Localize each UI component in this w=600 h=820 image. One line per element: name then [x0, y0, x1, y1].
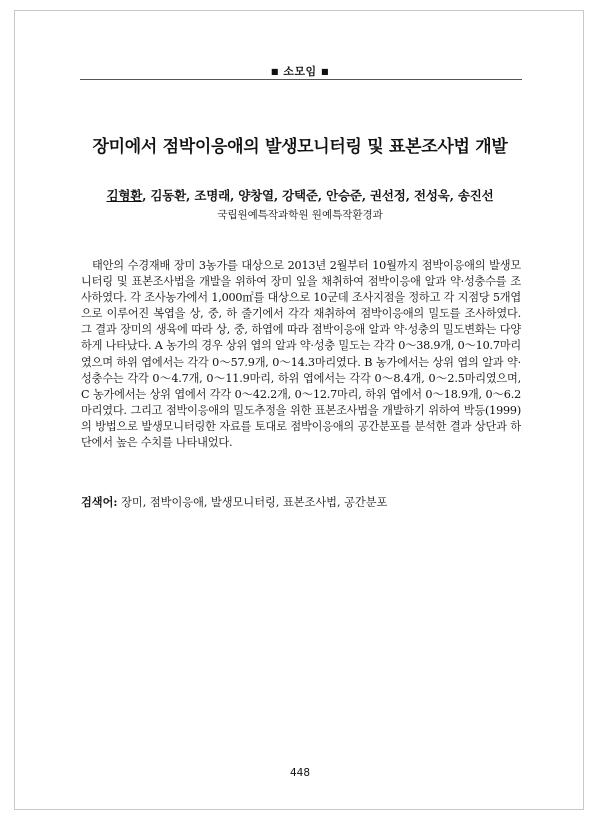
keywords-values: 장미, 점박이응애, 발생모니터링, 표본조사법, 공간분포 [121, 496, 388, 509]
section-label: 소모임 [283, 65, 317, 78]
keywords-label: 검색어: [81, 495, 118, 509]
co-authors: , 김동환, 조명래, 양창열, 강택준, 안승준, 권선정, 전성욱, 송진선 [142, 188, 494, 203]
square-marker-left: ■ [270, 67, 279, 76]
keywords-line [81, 494, 521, 510]
section-header [0, 63, 600, 79]
affiliation: 국립원예특작과학원 원예특작환경과 [217, 209, 383, 221]
header-divider [80, 79, 522, 80]
page-number: 448 [289, 767, 311, 779]
paper-title: 장미에서 점박이응애의 발생모니터링 및 표본조사법 개발 [92, 137, 508, 157]
square-marker-right: ■ [321, 67, 330, 76]
author-list [0, 186, 600, 204]
lead-author: 김형환 [106, 188, 143, 203]
abstract-body: 태안의 수경재배 장미 3농가를 대상으로 2013년 2월부터 10월까지 점박이응애의 발생모니터링 및 표본조사법을 개발을 위하여 장미 잎을 채취하여 점박이응애 알과 약·성충수를 조사하였다. 각 조사농가에서 1,000㎡를 대상으로 10군데 조사지점을 정하고 각 지점당 5개엽으로 이루어진 복엽을 상, 중, 하 줄기에서 각각 채취하여 점박이응애의 밀도를 조사하였다. 그 결과 장미의 생육에 따라 상, 중, 하엽에 따라 점박이응애 알과 약·성충의 밀도변화는 다양하게 나타났다. A 농가의 경우 상위 엽의 알과 약·성충 밀도는 각각 0～38.9개, 0～10.7마리였으며 하위 엽에서는 각각 0～57.9개, 0～14.3마리였다. B 농가에서는 상위 엽의 알과 약·성충수는 각각 0～4.7개, 0～11.9마리, 하위 엽에서는 각각 0～8.4개, 0～2.5마리였으며, C 농가에서는 상위 엽에서 각각 0～42.2개, 0～12.7마리, 하위 엽에서 0～18.9개, 0～6.2마리였다. 그리고 점박이응애의 밀도추정을 위한 표본조사법을 개발하기 위하여 박등(1999)의 방법으로 발생모니터링한 자료를 토대로 점박이응애의 공간분포를 분석한 결과 상단과 하단에서 높은 수치를 나타내었다. [81, 259, 521, 450]
